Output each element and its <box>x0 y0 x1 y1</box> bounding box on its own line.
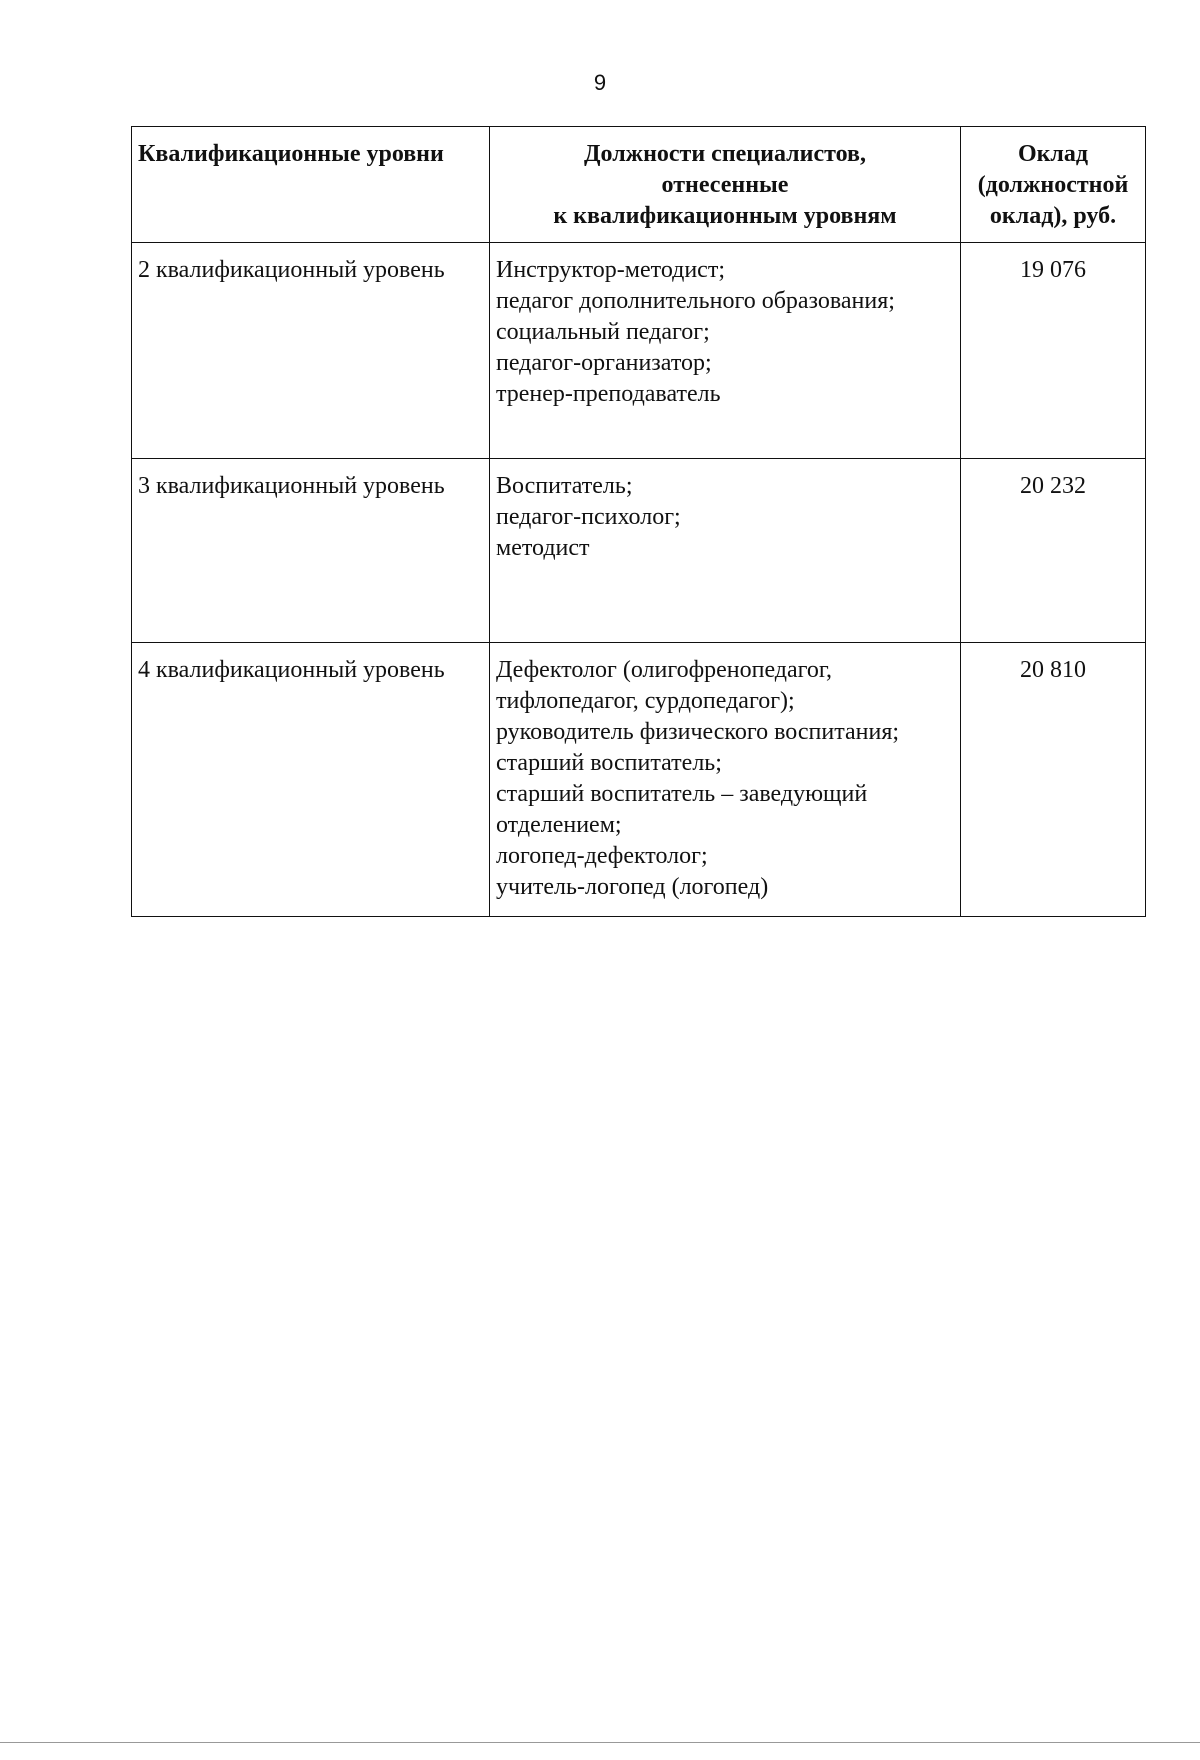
header-positions-line: отнесенные <box>661 172 789 198</box>
header-levels-text: Квалификационные уровни <box>138 141 444 167</box>
position-item: Инструктор-методист; <box>496 257 725 283</box>
header-salary-line: Оклад <box>1017 141 1089 167</box>
bottom-scan-edge <box>0 1742 1200 1743</box>
position-item: отделением; <box>496 812 622 838</box>
page-number: 9 <box>593 70 607 95</box>
position-item: руководитель физического воспитания; <box>496 719 900 745</box>
position-item: Дефектолог (олигофренопедагог, <box>496 657 833 683</box>
position-item: старший воспитатель; <box>496 750 722 776</box>
salary-cell: 20 810 <box>961 643 1146 917</box>
table-row <box>132 643 1146 917</box>
position-item: старший воспитатель – заведующий <box>496 781 868 807</box>
position-item: педагог-психолог; <box>496 504 681 530</box>
table-row <box>132 459 1146 643</box>
position-item: педагог дополнительного образования; <box>496 288 895 314</box>
qualification-level-cell: 4 квалификационный уровень <box>132 643 490 917</box>
table-header-row <box>132 127 1146 243</box>
position-item: Воспитатель; <box>496 473 633 499</box>
position-item: тренер-преподаватель <box>496 381 721 407</box>
header-qualification-levels <box>132 127 490 243</box>
header-salary-line: (должностной <box>977 172 1129 198</box>
salary-table <box>131 126 1146 917</box>
salary-cell: 20 232 <box>961 459 1146 643</box>
qualification-level-cell: 2 квалификационный уровень <box>132 243 490 459</box>
positions-cell <box>490 459 961 643</box>
header-positions <box>490 127 961 243</box>
qualification-level-cell: 3 квалификационный уровень <box>132 459 490 643</box>
header-positions-line: Должности специалистов, <box>584 141 866 167</box>
position-item: социальный педагог; <box>496 319 710 345</box>
position-item: логопед-дефектолог; <box>496 843 708 869</box>
position-item: педагог-организатор; <box>496 350 712 376</box>
header-salary-line: оклад), руб. <box>989 203 1117 229</box>
position-item: методист <box>496 535 590 561</box>
positions-cell <box>490 643 961 917</box>
position-item: учитель-логопед (логопед) <box>496 874 769 900</box>
positions-cell <box>490 243 961 459</box>
salary-cell: 19 076 <box>961 243 1146 459</box>
header-positions-line: к квалификационным уровням <box>553 203 897 229</box>
position-item: тифлопедагог, сурдопедагог); <box>496 688 795 714</box>
table-row <box>132 243 1146 459</box>
header-salary <box>961 127 1146 243</box>
